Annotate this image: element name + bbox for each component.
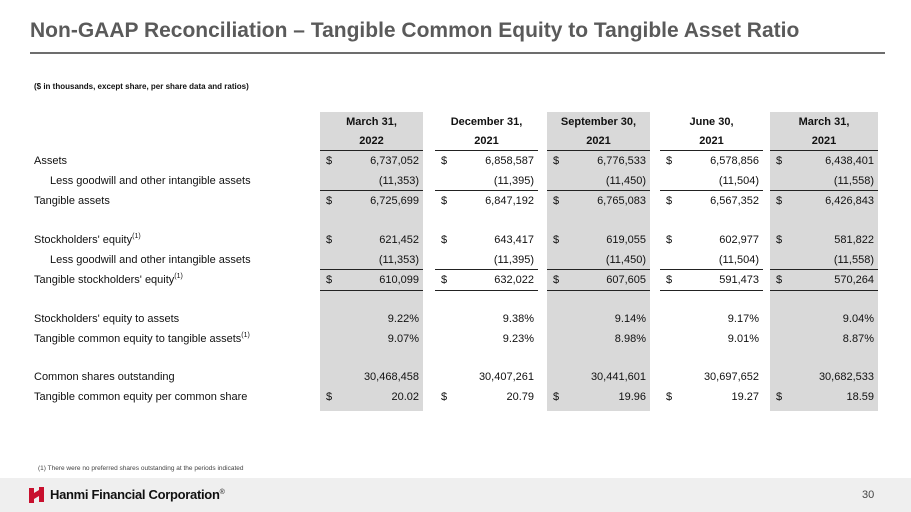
column-header-month: March 31, xyxy=(346,116,397,128)
table-cell-value: 6,737,052 xyxy=(370,155,419,167)
table-cell-value: 6,847,192 xyxy=(485,195,534,207)
currency-symbol: $ xyxy=(326,155,333,167)
table-cell-value: (11,450) xyxy=(605,254,646,266)
total-rule xyxy=(770,290,878,291)
total-rule xyxy=(660,290,763,291)
subtotal-rule xyxy=(320,190,423,191)
currency-symbol: $ xyxy=(776,195,783,207)
row-label: Less goodwill and other intangible assets xyxy=(50,254,251,266)
table-cell-value: 591,473 xyxy=(719,274,759,286)
table-cell-value: 19.27 xyxy=(731,391,759,403)
table-cell-value: (11,504) xyxy=(718,254,759,266)
subtotal-rule xyxy=(320,269,423,270)
currency-symbol: $ xyxy=(666,234,673,246)
currency-symbol: $ xyxy=(326,234,333,246)
row-label: Assets xyxy=(34,155,68,167)
currency-symbol: $ xyxy=(441,234,448,246)
footnote-ref: (1) xyxy=(174,273,183,280)
row-label: Stockholders' equity to assets xyxy=(34,313,180,325)
currency-symbol: $ xyxy=(553,391,560,403)
table-cell-value: 30,407,261 xyxy=(478,371,534,383)
subtotal-rule xyxy=(435,269,538,270)
footnote: (1) There were no preferred shares outstanding at the periods indicated xyxy=(38,465,244,472)
row-label: Tangible common equity per common share xyxy=(34,391,248,403)
row-label: Tangible stockholders' equity$^{(1)}$ xyxy=(34,273,183,286)
table-cell-value: 9.23% xyxy=(502,333,534,345)
column-header-month: December 31, xyxy=(450,116,523,128)
table-cell-value: 6,438,401 xyxy=(825,155,874,167)
currency-symbol: $ xyxy=(441,391,448,403)
table-cell-value: (11,558) xyxy=(833,254,874,266)
table-cell-value: 602,977 xyxy=(719,234,759,246)
currency-symbol: $ xyxy=(553,195,560,207)
subtotal-rule xyxy=(770,190,878,191)
company-logo-text: Hanmi Financial Corporation® xyxy=(50,487,225,502)
table-cell-value: 632,022 xyxy=(494,274,534,286)
table-cell-value: 9.14% xyxy=(614,313,646,325)
table-cell-value: 6,426,843 xyxy=(825,195,874,207)
table-cell-value: 30,468,458 xyxy=(363,371,419,383)
currency-symbol: $ xyxy=(441,195,448,207)
currency-symbol: $ xyxy=(666,155,673,167)
column-header-year: 2022 xyxy=(359,135,384,147)
currency-symbol: $ xyxy=(441,155,448,167)
column-header-month: June 30, xyxy=(689,116,734,128)
currency-symbol: $ xyxy=(776,155,783,167)
table-cell-value: 18.59 xyxy=(846,391,874,403)
header-rule xyxy=(435,150,538,151)
currency-symbol: $ xyxy=(776,391,783,403)
units-note: ($ in thousands, except share, per share data and ratios) xyxy=(34,82,249,91)
row-label: Common shares outstanding xyxy=(34,371,175,383)
page-number: 30 xyxy=(862,489,875,501)
subtotal-rule xyxy=(435,190,538,191)
currency-symbol: $ xyxy=(666,391,673,403)
currency-symbol: $ xyxy=(776,234,783,246)
subtotal-rule xyxy=(547,190,650,191)
row-label: Less goodwill and other intangible assets xyxy=(50,175,251,187)
table-cell-value: (11,450) xyxy=(605,175,646,187)
currency-symbol: $ xyxy=(666,195,673,207)
subtotal-rule xyxy=(770,269,878,270)
currency-symbol: $ xyxy=(326,274,333,286)
table-cell-value: (11,504) xyxy=(718,175,759,187)
column-header-year: 2021 xyxy=(474,135,499,147)
currency-symbol: $ xyxy=(441,274,448,286)
row-label: Stockholders' equity$^{(1)}$ xyxy=(34,233,141,246)
column-header-month: September 30, xyxy=(560,116,637,128)
table-cell-value: 8.98% xyxy=(614,333,646,345)
title-divider xyxy=(30,52,885,54)
page-title: Non-GAAP Reconciliation – Tangible Common Equity to Tangible Asset Ratio xyxy=(30,19,800,42)
table-cell-value: 6,725,699 xyxy=(370,195,419,207)
row-label: Tangible common equity to tangible assets$^{(1)}$ xyxy=(34,332,250,345)
table-cell-value: 30,697,652 xyxy=(703,371,759,383)
column-header-year: 2021 xyxy=(586,135,611,147)
table-cell-value: (11,353) xyxy=(378,254,419,266)
table-cell-value: 20.02 xyxy=(391,391,419,403)
table-cell-value: 9.38% xyxy=(502,313,534,325)
table-cell-value: (11,395) xyxy=(493,254,534,266)
header-rule xyxy=(547,150,650,151)
currency-symbol: $ xyxy=(553,234,560,246)
currency-symbol: $ xyxy=(553,155,560,167)
subtotal-rule xyxy=(660,269,763,270)
table-cell-value: 621,452 xyxy=(379,234,419,246)
currency-symbol: $ xyxy=(326,195,333,207)
table-cell-value: 8.87% xyxy=(842,333,874,345)
table-cell-value: 19.96 xyxy=(618,391,646,403)
table-cell-value: 6,765,083 xyxy=(597,195,646,207)
subtotal-rule xyxy=(660,190,763,191)
table-cell-value: 643,417 xyxy=(494,234,534,246)
total-rule xyxy=(320,290,423,291)
footnote-ref: (1) xyxy=(241,332,250,339)
hanmi-logo-icon xyxy=(28,487,46,503)
row-label: Tangible assets xyxy=(34,195,110,207)
table-cell-value: (11,395) xyxy=(493,175,534,187)
table-cell-value: 6,578,856 xyxy=(710,155,759,167)
table-cell-value: 581,822 xyxy=(834,234,874,246)
table-cell-value: 610,099 xyxy=(379,274,419,286)
table-cell-value: (11,353) xyxy=(378,175,419,187)
table-cell-value: 20.79 xyxy=(506,391,534,403)
column-header-year: 2021 xyxy=(811,135,837,147)
table-cell-value: 6,776,533 xyxy=(597,155,646,167)
currency-symbol: $ xyxy=(326,391,333,403)
header-rule xyxy=(770,150,878,151)
table-cell-value: 570,264 xyxy=(834,274,874,286)
currency-symbol: $ xyxy=(666,274,673,286)
total-rule xyxy=(435,290,538,291)
table-cell-value: 9.17% xyxy=(727,313,759,325)
table-cell-value: 30,682,533 xyxy=(818,371,874,383)
table-cell-value: 9.22% xyxy=(387,313,419,325)
table-cell-value: 9.04% xyxy=(842,313,874,325)
table-cell-value: 6,858,587 xyxy=(485,155,534,167)
table-cell-value: 9.07% xyxy=(387,333,419,345)
column-header-year: 2021 xyxy=(699,135,724,147)
header-rule xyxy=(320,150,423,151)
table-cell-value: 9.01% xyxy=(727,333,759,345)
subtotal-rule xyxy=(547,269,650,270)
currency-symbol: $ xyxy=(553,274,560,286)
table-cell-value: 607,605 xyxy=(606,274,646,286)
column-header-month: March 31, xyxy=(798,116,850,128)
currency-symbol: $ xyxy=(776,274,783,286)
table-cell-value: 619,055 xyxy=(606,234,646,246)
total-rule xyxy=(547,290,650,291)
footnote-ref: (1) xyxy=(132,233,141,240)
table-cell-value: 6,567,352 xyxy=(710,195,759,207)
table-cell-value: 30,441,601 xyxy=(590,371,646,383)
table-cell-value: (11,558) xyxy=(833,175,874,187)
header-rule xyxy=(660,150,763,151)
